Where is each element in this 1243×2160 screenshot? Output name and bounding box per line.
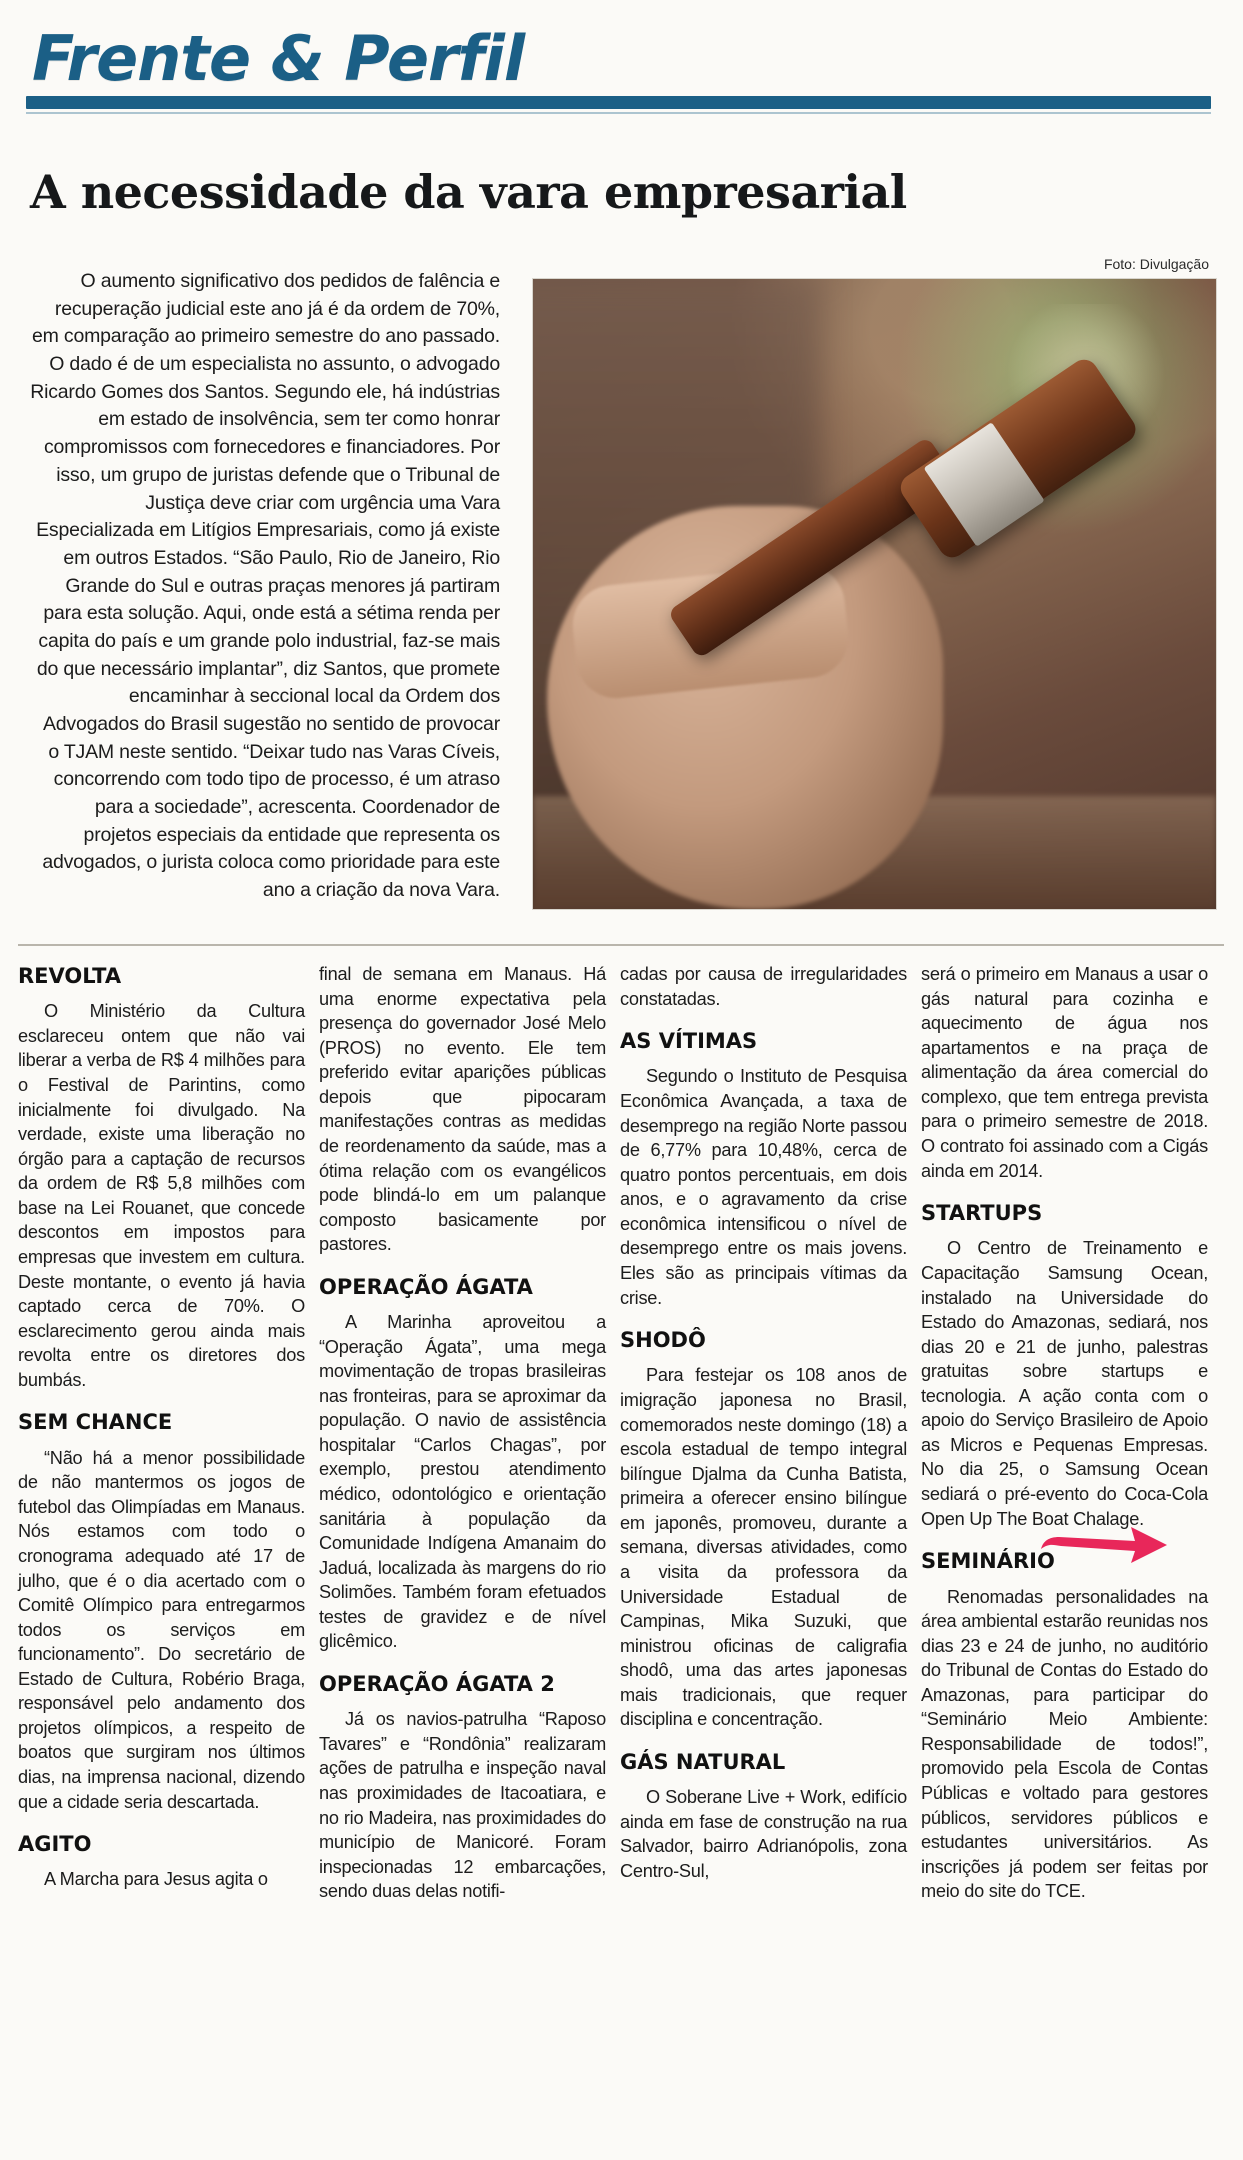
lead-section	[30, 256, 1215, 940]
photo-credit: Foto: Divulgação	[1103, 256, 1209, 272]
pink-arrow-annotation-icon	[1039, 1525, 1169, 1565]
lead-paragraph: O aumento significativo dos pedidos de falência e recuperação judicial este ano já é da ordem de 70%, em comparação ao primeiro semestre do ano passado. O dado é de um especialista no assunto, o advogado Ricardo Gomes dos Santos. Segundo ele, há indústrias em estado de insolvência, sem ter como honrar compromissos com fornecedores e financiadores. Por isso, um grupo de juristas defende que o Tribunal de Justiça deve criar com urgência uma Vara Especializada em Litígios Empresariais, como já existe em outros Estados. “São Paulo, Rio de Janeiro, Rio Grande do Sul e outras praças menores já partiram para esta solução. Aqui, onde está a sétima renda per capita do país e um grande polo industrial, faz-se mais do que necessário implantar”, diz Santos, que promete encaminhar à seccional local da Ordem dos Advogados do Brasil sugestão no sentido de provocar o TJAM neste sentido. “Deixar tudo nas Varas Cíveis, concorrendo com todo tipo de processo, é um atraso para a sociedade”, acrescenta. Coordenador de projetos especiais da entidade que representa os advogados, o jurista coloca como prioridade para este ano a criação da nova Vara.	[30, 270, 500, 902]
column-1	[18, 962, 305, 1904]
masthead	[26, 22, 1216, 114]
paragraph-agata-2-continued: cadas por causa de irregularidades constatadas.	[620, 964, 907, 1009]
section-heading-operacao-agata: OPERAÇÃO ÁGATA	[319, 1274, 533, 1299]
paragraph-sem-chance: “Não há a menor possibilidade de não mantermos os jogos de futebol das Olimpíadas em Manaus. Nós estamos com todo o cronograma adequado até 17 de julho, que é o dia acertado com o Comitê Olímpico para entregarmos todos os serviços em funcionamento”. Do secretário de Estado de Cultura, Robério Braga, responsável pelo andamento dos projetos olímpicos, a respeito de boatos que surgiram nos últimos dias, na imprensa nacional, dizendo que a cidade seria descartada.	[18, 1447, 305, 1812]
section-heading-sem-chance: SEM CHANCE	[18, 1410, 173, 1435]
paragraph-as-vitimas: Segundo o Instituto de Pesquisa Econômica Avançada, a taxa de desemprego na região Norte passou de 6,77% para 10,48%, cerca de quatro pontos percentuais, em dois anos, e o agravamento da crise econômica intensificou o nível de desemprego entre os mais jovens. Eles são as principais vítimas da crise.	[620, 1066, 907, 1308]
masthead-rule	[26, 96, 1211, 109]
paragraph-revolta: O Ministério da Cultura esclareceu ontem que não vai liberar a verba de R$ 4 milhões para o Festival de Parintins, como inicialmente foi divulgado. Na verdade, existe uma liberação no órgão para a captação de recursos da ordem de R$ 5,8 milhões com base na Lei Rouanet, que concede descontos em impostos para empresas que investem em cultura. Deste montante, o evento já havia captado cerca de 70%. O esclarecimento gerou ainda mais revolta entre os diretores dos bumbás.	[18, 1001, 305, 1390]
paragraph-operacao-agata-2: Já os navios-patrulha “Raposo Tavares” e “Rondônia” realizaram ações de patrulha e inspeção naval nas proximidades de Itacoatiara, e no rio Madeira, nas proximidades do município de Manicoré. Foram inspecionadas 12 embarcações, sendo duas delas notifi-	[319, 1709, 606, 1902]
paragraph-seminario: Renomadas personalidades na área ambiental estarão reunidas nos dias 23 e 24 de junho, no auditório do Tribunal de Contas do Estado do Amazonas, para participar do “Seminário Meio Ambiente: Responsabilidade de todos!”, promovido pela Escola de Contas Públicas e voltado para gestores públicos, servidores públicos e estudantes universitários. As inscrições já podem ser feitas por meio do site do TCE.	[921, 1586, 1208, 1902]
section-heading-as-vitimas: AS VÍTIMAS	[620, 1029, 758, 1054]
article-headline: A necessidade da vara empresarial	[30, 165, 907, 219]
column-3	[620, 962, 907, 1904]
paragraph-gas-natural-continued: será o primeiro em Manaus a usar o gás natural para cozinha e aquecimento de água nos apartamentos e na praça de alimentação da área comercial do complexo, que tem entrega prevista para o primeiro semestre de 2018. O contrato foi assinado com a Cigás ainda em 2014.	[921, 964, 1208, 1181]
section-heading-revolta: REVOLTA	[18, 964, 122, 988]
paragraph-startups: O Centro de Treinamento e Capacitação Samsung Ocean, instalado na Universidade do Estado do Amazonas, sediará, nos dias 20 e 21 de junho, palestras gratuitas sobre startups e tecnologia. A ação conta com o apoio do Serviço Brasileiro de Apoio as Micros e Pequenas Empresas. No dia 25, o Samsung Ocean sediará o pré-evento do Coca-Cola Open Up The Boat Chalage.	[921, 1238, 1208, 1529]
gavel-photo	[532, 278, 1217, 910]
section-heading-shodo: SHODÔ	[620, 1328, 706, 1353]
column-grid	[18, 962, 1226, 1904]
section-heading-startups: STARTUPS	[921, 1201, 1043, 1226]
column-2	[319, 962, 606, 1904]
paragraph-gas-natural: O Soberane Live + Work, edifício ainda em fase de construção na rua Salvador, bairro Adrianópolis, zona Centro-Sul,	[620, 1787, 907, 1881]
masthead-rule-secondary	[26, 112, 1211, 114]
section-heading-agito: AGITO	[18, 1832, 92, 1857]
section-heading-operacao-agata-2: OPERAÇÃO ÁGATA 2	[319, 1671, 555, 1696]
section-divider	[18, 944, 1224, 946]
paragraph-agito-continued: final de semana em Manaus. Há uma enorme expectativa pela presença do governador José Melo (PROS) no evento. Ele tem preferido evitar aparições públicas depois que pipocaram manifestações contras as medidas de reordenamento da saúde, mas a ótima relação com os evangélicos pode blindá-lo em um palanque composto basicamente por pastores.	[319, 964, 606, 1255]
paragraph-shodo: Para festejar os 108 anos de imigração japonesa no Brasil, comemorados neste domingo (18) a escola estadual de tempo integral bilíngue Djalma da Cunha Batista, primeira a oferecer ensino bilíngue em japonês, promoveu, durante a semana, diversas atividades, como a visita da professora da Universidade Estadual de Campinas, Mika Suzuki, que ministrou oficinas de caligrafia shodô, uma das artes japonesas mais tradicionais, que requer disciplina e concentração.	[620, 1365, 907, 1730]
paragraph-agito: A Marcha para Jesus agita o	[44, 1869, 268, 1890]
paragraph-operacao-agata: A Marinha aproveitou a “Operação Ágata”, uma mega movimentação de tropas brasileiras nas fronteiras, para se aproximar da população. O navio de assistência hospitalar “Carlos Chagas”, por exemplo, prestou atendimento médico, odontológico e orientação sanitária à população da Comunidade Indígena Amanaim do Jaduá, localizada às margens do rio Solimões. Também foram efetuados testes de gravidez e de nível glicêmico.	[319, 1312, 606, 1652]
column-4	[921, 962, 1208, 1904]
section-heading-gas-natural: GÁS NATURAL	[620, 1749, 786, 1774]
masthead-title: Frente & Perfil	[32, 22, 525, 95]
section-heading-seminario	[921, 1547, 1208, 1575]
section-heading-seminario-label: SEMINÁRIO	[921, 1549, 1055, 1574]
